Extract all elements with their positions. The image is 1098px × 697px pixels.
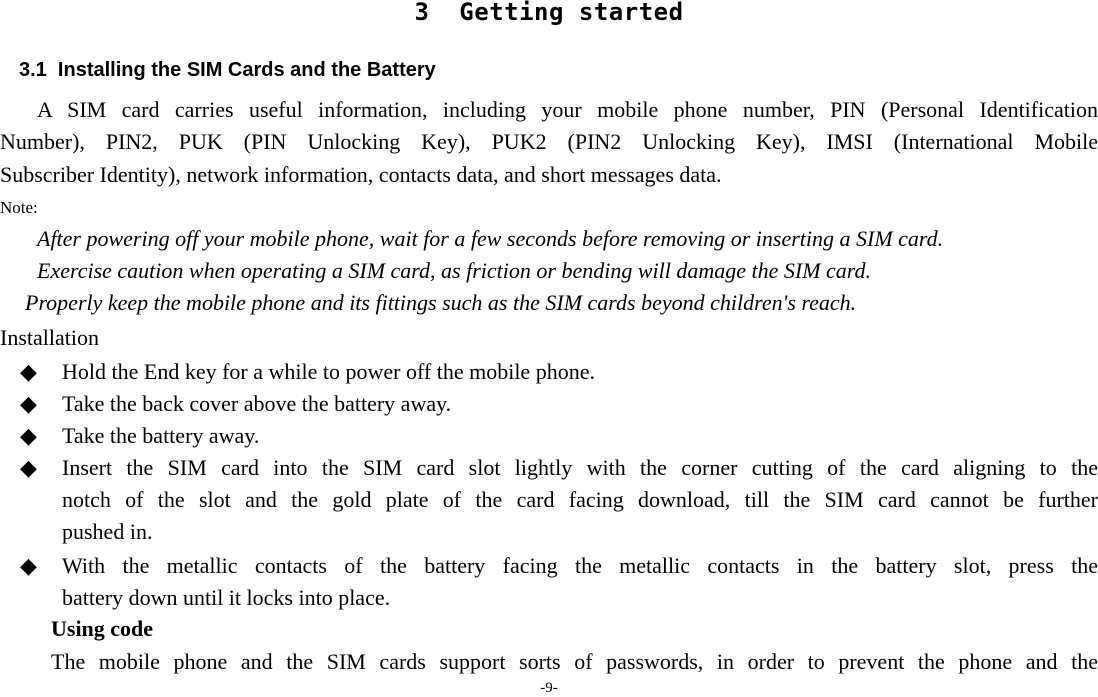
- page-number: -9-: [540, 680, 558, 696]
- intro-line-3: Subscriber Identity), network information, contacts data, and short messages data.: [0, 162, 722, 187]
- install-step-line: pushed in.: [62, 519, 153, 544]
- chapter-title: 3 Getting started: [414, 0, 684, 26]
- installation-heading: Installation: [0, 325, 99, 350]
- install-step: Take the battery away.: [62, 423, 260, 448]
- diamond-bullet-icon: ◆: [20, 423, 37, 448]
- diamond-bullet-icon: ◆: [20, 455, 37, 480]
- install-step: [62, 550, 1098, 614]
- intro-line-1: A SIM card carries useful information, including your mobile phone number, PIN (Personal Identification: [37, 97, 1098, 122]
- note-item: Properly keep the mobile phone and its fittings such as the SIM cards beyond children's reach.: [25, 290, 857, 315]
- section-title: 3.1 Installing the SIM Cards and the Battery: [19, 59, 436, 81]
- diamond-bullet-icon: ◆: [20, 391, 37, 416]
- intro-line-2: Number), PIN2, PUK (PIN Unlocking Key), PUK2 (PIN2 Unlocking Key), IMSI (International Mobile: [0, 129, 1098, 154]
- install-step: Hold the End key for a while to power off the mobile phone.: [62, 359, 595, 384]
- install-step-line: battery down until it locks into place.: [62, 585, 391, 610]
- install-step-line: notch of the slot and the gold plate of the card facing download, till the SIM card cannot be further: [62, 487, 1098, 512]
- install-step: Take the back cover above the battery away.: [62, 391, 452, 416]
- note-item: After powering off your mobile phone, wait for a few seconds before removing or inserting a SIM card.: [37, 226, 944, 251]
- diamond-bullet-icon: ◆: [20, 553, 37, 578]
- note-item: Exercise caution when operating a SIM card, as friction or bending will damage the SIM card.: [37, 258, 872, 283]
- install-step: [62, 452, 1098, 548]
- diamond-bullet-icon: ◆: [20, 359, 37, 384]
- note-label: Note:: [0, 198, 38, 217]
- using-code-heading: Using code: [51, 616, 154, 641]
- install-step-line: Insert the SIM card into the SIM card slot lightly with the corner cutting of the card aligning to the: [62, 455, 1098, 480]
- install-step-line: With the metallic contacts of the battery facing the metallic contacts in the battery slot, press the: [62, 553, 1098, 578]
- using-code-line: The mobile phone and the SIM cards support sorts of passwords, in order to prevent the phone and the: [51, 649, 1098, 674]
